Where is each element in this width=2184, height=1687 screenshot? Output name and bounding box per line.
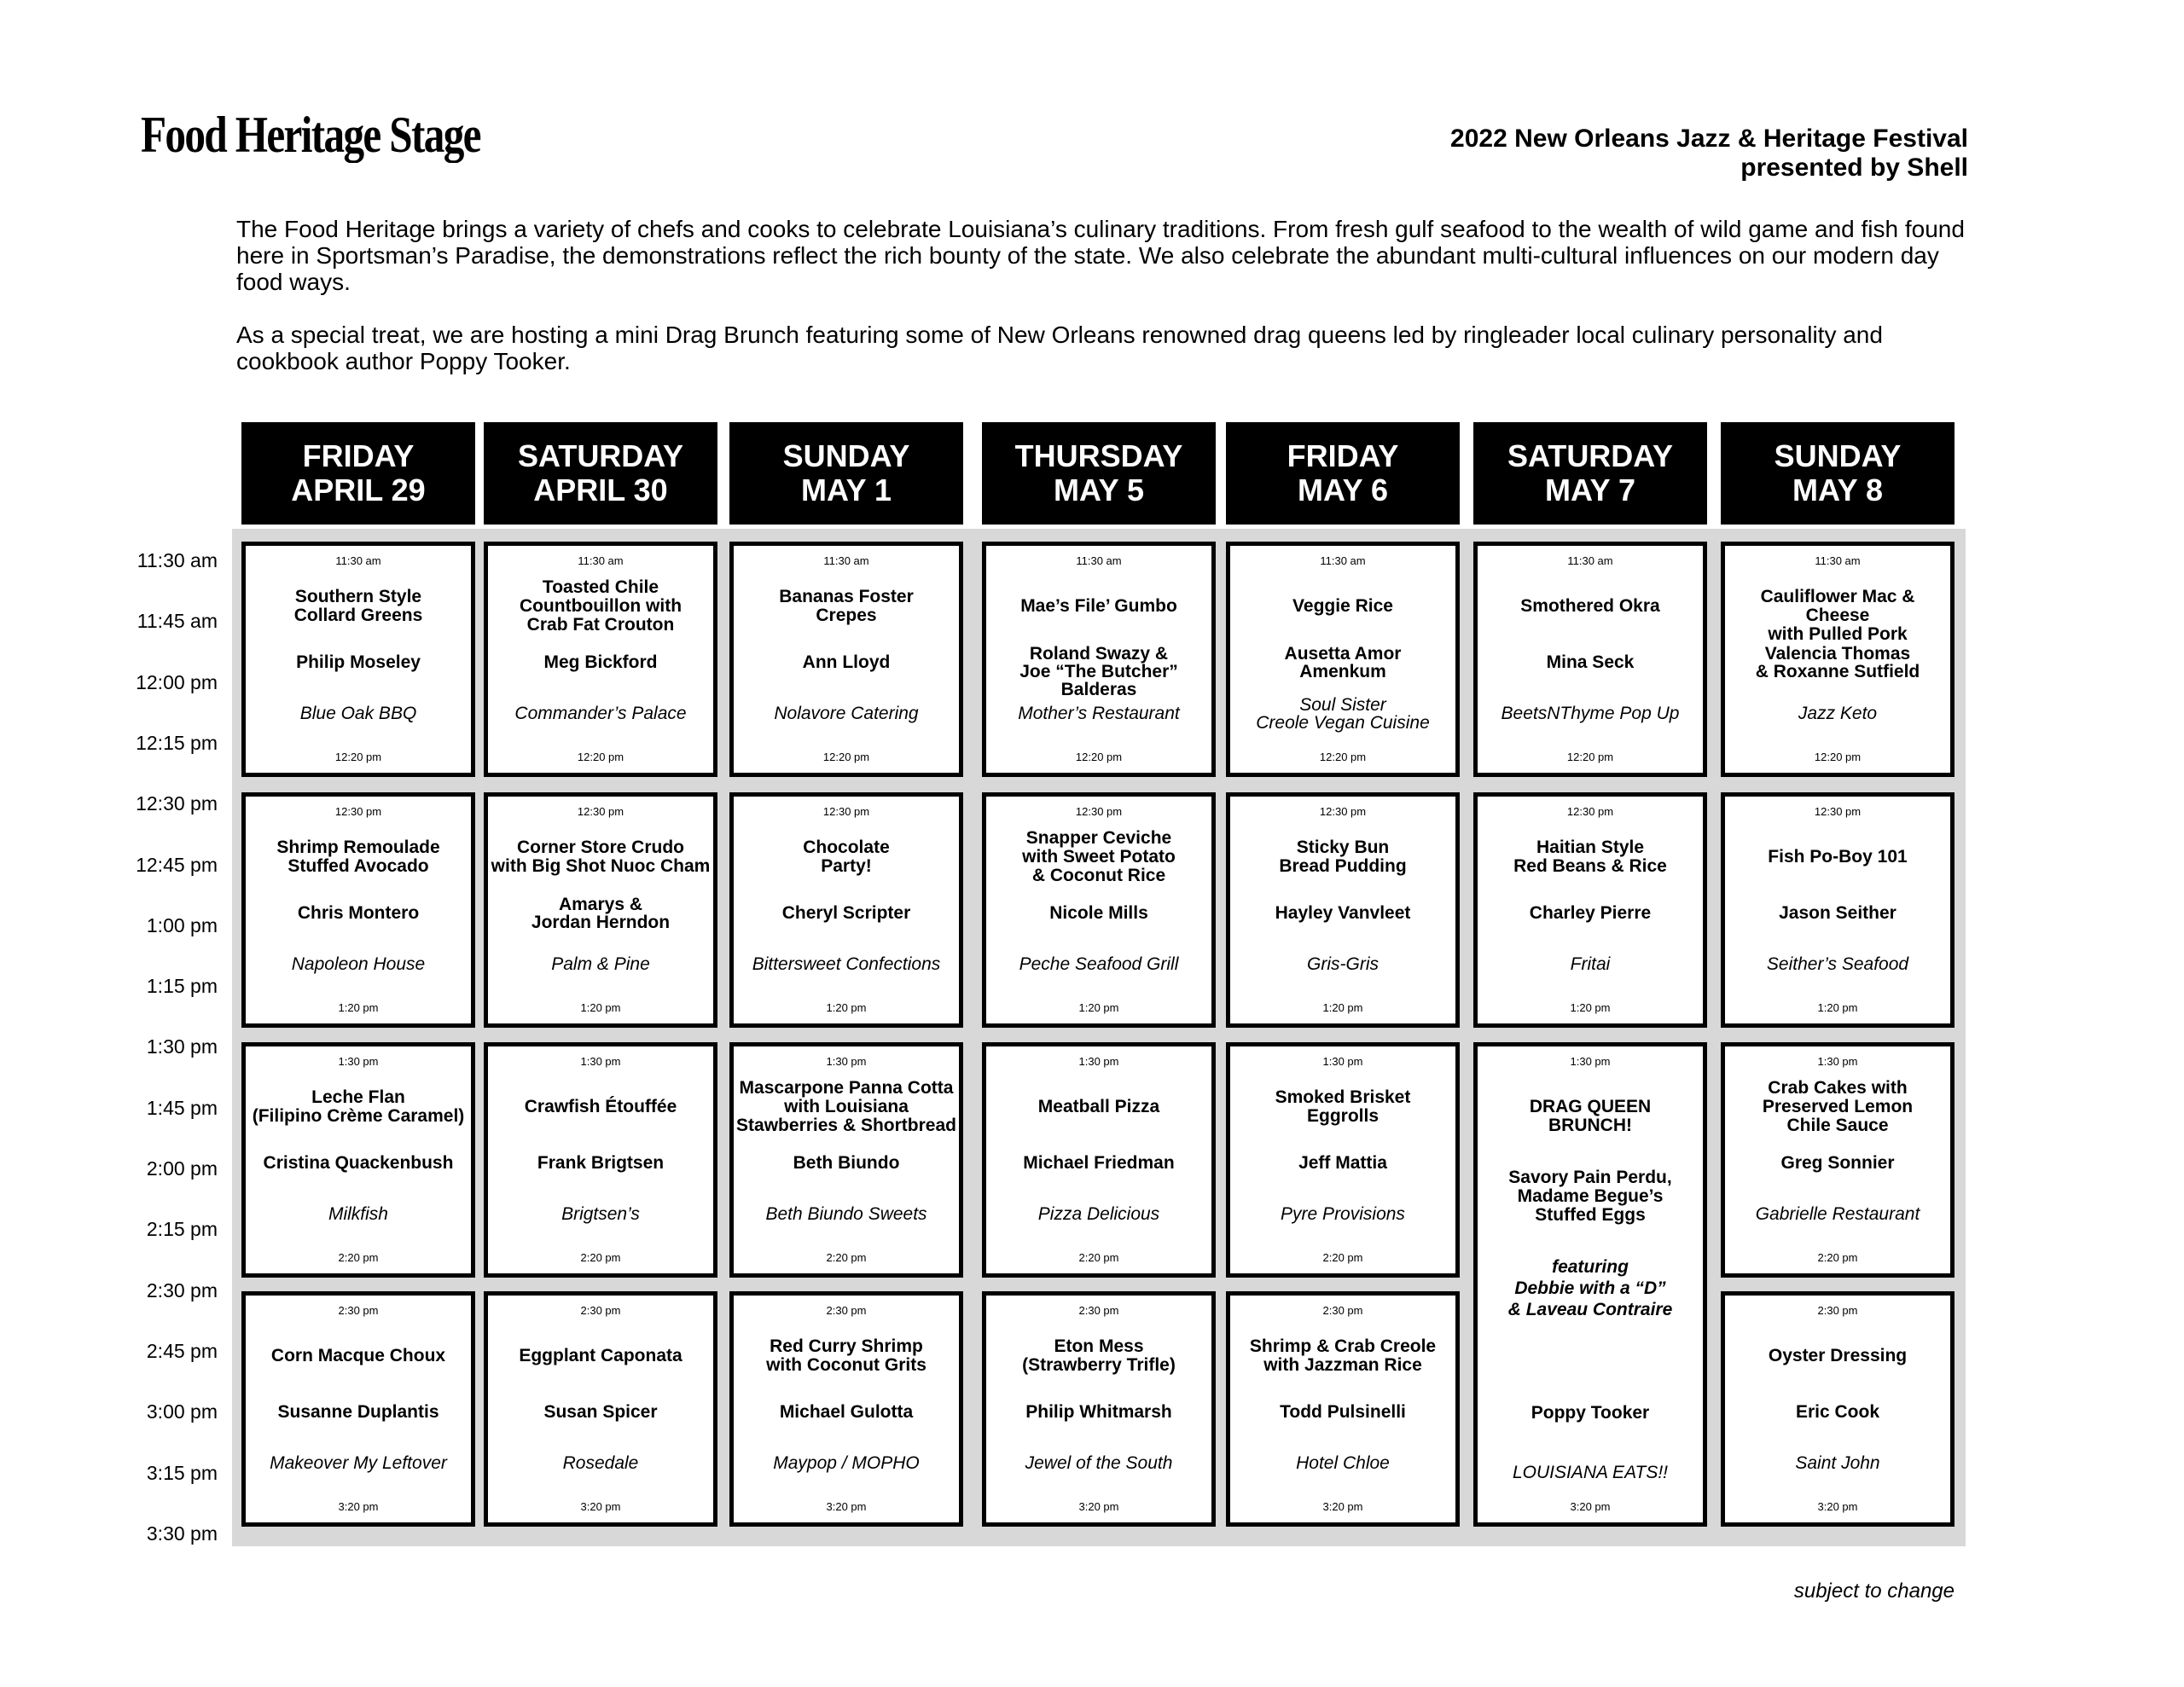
chef-name: Frank Brigtsen xyxy=(537,1153,665,1173)
chef-name: Amarys & Jordan Herndon xyxy=(531,895,671,932)
dish-name: Bananas Foster Crepes xyxy=(779,587,914,625)
day-header xyxy=(729,422,963,525)
day-name: SATURDAY xyxy=(517,438,684,473)
session-start-time: 11:30 am xyxy=(1815,554,1861,567)
restaurant-name: Brigtsen’s xyxy=(561,1204,640,1224)
chef-name: Greg Sonnier xyxy=(1780,1153,1895,1173)
restaurant-name: Bittersweet Confections xyxy=(752,954,941,974)
day-name: SATURDAY xyxy=(1507,438,1674,473)
dish-name: DRAG QUEEN BRUNCH! xyxy=(1529,1097,1652,1135)
session-end-time: 3:20 pm xyxy=(1817,1500,1858,1513)
dish-name: Smothered Okra xyxy=(1520,596,1660,616)
session-end-time: 2:20 pm xyxy=(1322,1251,1363,1264)
time-label: 2:30 pm xyxy=(146,1278,218,1301)
time-label: 1:00 pm xyxy=(146,913,218,936)
restaurant-name: Fritai xyxy=(1570,954,1611,974)
session-end-time: 1:20 pm xyxy=(1817,1001,1858,1014)
session-start-time: 12:30 pm xyxy=(1075,805,1123,818)
restaurant-name: Pizza Delicious xyxy=(1037,1204,1160,1224)
session-end-time: 3:20 pm xyxy=(1322,1500,1363,1513)
restaurant-name: Saint John xyxy=(1795,1453,1880,1473)
day-date: APRIL 29 xyxy=(291,472,426,507)
day-date: MAY 1 xyxy=(800,472,892,507)
session-end-time: 1:20 pm xyxy=(580,1001,621,1014)
session-block xyxy=(1473,542,1707,777)
restaurant-name: Maypop / MOPHO xyxy=(773,1453,920,1473)
day-header xyxy=(241,422,475,525)
restaurant-name: Soul Sister Creole Vegan Cuisine xyxy=(1256,695,1430,733)
time-label: 11:30 am xyxy=(136,549,218,571)
dish-name: Smoked Brisket Eggrolls xyxy=(1275,1087,1411,1126)
restaurant-name: Commander’s Palace xyxy=(514,704,687,723)
restaurant-name: BeetsNThyme Pop Up xyxy=(1501,704,1680,723)
session-start-time: 1:30 pm xyxy=(338,1055,379,1068)
restaurant-name: Seither’s Seafood xyxy=(1766,954,1909,974)
restaurant-name: Beth Biundo Sweets xyxy=(765,1204,927,1224)
chef-name: Poppy Tooker xyxy=(1531,1403,1650,1423)
session-block xyxy=(241,792,475,1028)
day-name: SUNDAY xyxy=(1774,438,1902,473)
day-date: MAY 8 xyxy=(1792,472,1884,507)
chef-name: Chris Montero xyxy=(297,903,420,923)
time-label: 12:15 pm xyxy=(136,731,218,754)
dish-name: Meatball Pizza xyxy=(1037,1097,1160,1116)
session-block xyxy=(1226,542,1460,777)
session-start-time: 2:30 pm xyxy=(338,1304,379,1317)
session-end-time: 3:20 pm xyxy=(580,1500,621,1513)
dish-name: Mae’s File’ Gumbo xyxy=(1020,596,1177,616)
session-start-time: 11:30 am xyxy=(1076,554,1122,567)
session-block xyxy=(1473,792,1707,1028)
session-block xyxy=(982,542,1216,777)
festival-sponsor: presented by Shell xyxy=(1740,153,1968,182)
restaurant-name: Palm & Pine xyxy=(551,954,650,974)
restaurant-name: Gabrielle Restaurant xyxy=(1755,1204,1920,1224)
chef-name: Michael Gulotta xyxy=(779,1402,914,1422)
session-end-time: 1:20 pm xyxy=(826,1001,867,1014)
day-header xyxy=(1226,422,1460,525)
session-block xyxy=(982,1042,1216,1278)
session-start-time: 2:30 pm xyxy=(1817,1304,1858,1317)
session-block xyxy=(729,792,963,1028)
chef-name: Roland Swazy & Joe “The Butcher” Balderas xyxy=(1019,644,1178,699)
session-block xyxy=(729,1042,963,1278)
restaurant-name: Rosedale xyxy=(562,1453,639,1473)
session-block xyxy=(241,542,475,777)
intro-paragraph: The Food Heritage brings a variety of chefs and cooks to celebrate Louisiana’s culinary traditions. From fresh gulf seafood to the wealth of wild game and fish found here in Sportsman’s Paradise, the demonstrations reflect the rich bounty of the state. We also celebrate the abundant multi-cultural influences on our modern day food ways. xyxy=(236,216,1965,295)
time-label: 12:30 pm xyxy=(136,792,218,815)
session-block xyxy=(1721,792,1955,1028)
session-end-time: 2:20 pm xyxy=(1817,1251,1858,1264)
session-block xyxy=(1226,792,1460,1028)
session-end-time: 12:20 pm xyxy=(822,751,870,763)
intro-paragraph: As a special treat, we are hosting a mini Drag Brunch featuring some of New Orleans renowned drag queens led by ringleader local culinary personality and cookbook author Poppy Tooker. xyxy=(236,322,1883,374)
chef-name: Cristina Quackenbush xyxy=(263,1153,454,1173)
session-start-time: 1:30 pm xyxy=(1322,1055,1363,1068)
featuring-text: featuring Debbie with a “D” & Laveau Contraire xyxy=(1507,1257,1673,1319)
session-block xyxy=(1226,1042,1460,1278)
session-start-time: 12:30 pm xyxy=(1814,805,1862,818)
chef-name: Jason Seither xyxy=(1779,903,1896,923)
session-block xyxy=(1721,1042,1955,1278)
dish-name: Crab Cakes with Preserved Lemon Chile Sauce xyxy=(1762,1078,1914,1135)
chef-name: Philip Whitmarsh xyxy=(1025,1402,1172,1422)
session-start-time: 1:30 pm xyxy=(1078,1055,1119,1068)
chef-name: Charley Pierre xyxy=(1529,903,1652,923)
session-block xyxy=(982,792,1216,1028)
dish-name: Haitian Style Red Beans & Rice xyxy=(1513,838,1667,876)
restaurant-name: Hotel Chloe xyxy=(1296,1453,1390,1473)
session-start-time: 12:30 pm xyxy=(1319,805,1367,818)
session-start-time: 12:30 pm xyxy=(1566,805,1614,818)
time-label: 11:45 am xyxy=(136,610,218,633)
session-block xyxy=(484,1042,717,1278)
session-block xyxy=(484,542,717,777)
session-start-time: 2:30 pm xyxy=(580,1304,621,1317)
restaurant-name: Peche Seafood Grill xyxy=(1019,954,1179,974)
session-block xyxy=(982,1291,1216,1527)
restaurant-name: Milkfish xyxy=(328,1204,388,1224)
restaurant-name: Nolavore Catering xyxy=(774,704,919,723)
session-start-time: 12:30 pm xyxy=(822,805,870,818)
session-start-time: 11:30 am xyxy=(578,554,624,567)
session-end-time: 1:20 pm xyxy=(338,1001,379,1014)
session-start-time: 2:30 pm xyxy=(1322,1304,1363,1317)
session-end-time: 2:20 pm xyxy=(580,1251,621,1264)
day-date: MAY 5 xyxy=(1053,472,1145,507)
session-block xyxy=(241,1042,475,1278)
restaurant-name: Makeover My Leftover xyxy=(270,1453,447,1473)
time-label: 2:00 pm xyxy=(146,1157,218,1180)
session-block xyxy=(1721,542,1955,777)
day-header xyxy=(484,422,717,525)
session-end-time: 2:20 pm xyxy=(826,1251,867,1264)
session-block xyxy=(484,1291,717,1527)
dish-name: Sticky Bun Bread Pudding xyxy=(1279,838,1407,876)
dish-name: Fish Po-Boy 101 xyxy=(1768,847,1908,867)
session-start-time: 2:30 pm xyxy=(1078,1304,1119,1317)
chef-name: Todd Pulsinelli xyxy=(1280,1402,1406,1422)
dish-name: Chocolate Party! xyxy=(803,838,890,876)
festival-heading xyxy=(1450,125,1968,182)
session-end-time: 12:20 pm xyxy=(1814,751,1862,763)
session-start-time: 11:30 am xyxy=(1320,554,1366,567)
chef-name: Beth Biundo xyxy=(793,1153,900,1173)
chef-name: Ann Lloyd xyxy=(802,652,891,672)
dish-name: Crawfish Étouffée xyxy=(524,1097,677,1116)
restaurant-name: Jewel of the South xyxy=(1025,1453,1173,1473)
restaurant-name: Mother’s Restaurant xyxy=(1018,704,1180,723)
session-start-time: 2:30 pm xyxy=(826,1304,867,1317)
dish-name: Mascarpone Panna Cotta with Louisiana Stawberries & Shortbread xyxy=(736,1078,956,1135)
dish-name: Toasted Chile Countbouillon with Crab Fat Crouton xyxy=(519,577,682,635)
dish-description: Savory Pain Perdu, Madame Begue’s Stuffed Eggs xyxy=(1508,1168,1672,1225)
day-name: THURSDAY xyxy=(1014,438,1183,473)
session-end-time: 12:20 pm xyxy=(577,751,624,763)
dish-name: Red Curry Shrimp with Coconut Grits xyxy=(766,1336,926,1375)
time-label: 1:45 pm xyxy=(146,1096,218,1119)
day-header xyxy=(1721,422,1955,525)
dish-name: Southern Style Collard Greens xyxy=(293,587,423,625)
session-block xyxy=(1721,1291,1955,1527)
session-start-time: 11:30 am xyxy=(1567,554,1613,567)
session-start-time: 1:30 pm xyxy=(826,1055,867,1068)
chef-name: Cheryl Scripter xyxy=(781,903,911,923)
time-label: 12:45 pm xyxy=(136,853,218,876)
time-label: 3:00 pm xyxy=(146,1400,218,1423)
chef-name: Valencia Thomas & Roxanne Sutfield xyxy=(1755,644,1920,681)
dish-name: Eggplant Caponata xyxy=(519,1346,682,1365)
session-end-time: 1:20 pm xyxy=(1322,1001,1363,1014)
footer-note: subject to change xyxy=(1793,1580,1955,1603)
day-name: FRIDAY xyxy=(302,438,415,473)
session-end-time: 12:20 pm xyxy=(1566,751,1614,763)
chef-name: Susanne Duplantis xyxy=(277,1402,439,1422)
restaurant-name: Blue Oak BBQ xyxy=(299,704,417,723)
intro-text xyxy=(236,216,1968,401)
session-block xyxy=(241,1291,475,1527)
chef-name: Philip Moseley xyxy=(296,652,421,672)
session-block xyxy=(729,542,963,777)
restaurant-name: LOUISIANA EATS!! xyxy=(1512,1463,1669,1482)
session-block xyxy=(484,792,717,1028)
chef-name: Meg Bickford xyxy=(543,652,658,672)
session-end-time: 2:20 pm xyxy=(338,1251,379,1264)
dish-name: Snapper Ceviche with Sweet Potato & Coconut Rice xyxy=(1022,828,1176,885)
session-start-time: 11:30 am xyxy=(823,554,869,567)
chef-name: Eric Cook xyxy=(1795,1402,1880,1422)
chef-name: Susan Spicer xyxy=(543,1402,658,1422)
chef-name: Michael Friedman xyxy=(1023,1153,1175,1173)
restaurant-name: Pyre Provisions xyxy=(1281,1204,1405,1224)
session-block xyxy=(729,1291,963,1527)
session-start-time: 1:30 pm xyxy=(580,1055,621,1068)
time-label: 12:00 pm xyxy=(136,670,218,693)
chef-name: Hayley Vanvleet xyxy=(1275,903,1411,923)
dish-name: Shrimp Remoulade Stuffed Avocado xyxy=(276,838,440,876)
dish-name: Oyster Dressing xyxy=(1768,1346,1908,1365)
day-date: MAY 7 xyxy=(1544,472,1636,507)
dish-name: Cauliflower Mac & Cheese with Pulled Pork xyxy=(1760,587,1915,644)
session-block-drag-brunch xyxy=(1473,1042,1707,1527)
chef-name: Mina Seck xyxy=(1546,652,1635,672)
session-end-time: 12:20 pm xyxy=(1319,751,1367,763)
dish-name: Shrimp & Crab Creole with Jazzman Rice xyxy=(1249,1336,1437,1375)
restaurant-name: Napoleon House xyxy=(291,954,426,974)
session-end-time: 3:20 pm xyxy=(1078,1500,1119,1513)
chef-name: Ausetta Amor Amenkum xyxy=(1284,644,1402,681)
chef-name: Nicole Mills xyxy=(1049,903,1148,923)
session-end-time: 12:20 pm xyxy=(334,751,382,763)
day-name: SUNDAY xyxy=(782,438,910,473)
dish-name: Eton Mess (Strawberry Trifle) xyxy=(1022,1336,1176,1375)
time-label: 3:15 pm xyxy=(146,1461,218,1484)
session-end-time: 1:20 pm xyxy=(1078,1001,1119,1014)
time-label: 3:30 pm xyxy=(146,1522,218,1545)
day-header xyxy=(982,422,1216,525)
session-end-time: 2:20 pm xyxy=(1078,1251,1119,1264)
restaurant-name: Jazz Keto xyxy=(1798,704,1878,723)
session-start-time: 1:30 pm xyxy=(1570,1055,1611,1068)
session-end-time: 1:20 pm xyxy=(1570,1001,1611,1014)
festival-name: 2022 New Orleans Jazz & Heritage Festival xyxy=(1450,125,1968,153)
day-header xyxy=(1473,422,1707,525)
session-start-time: 12:30 pm xyxy=(334,805,382,818)
time-label: 2:45 pm xyxy=(146,1339,218,1362)
session-end-time: 3:20 pm xyxy=(1570,1500,1611,1513)
page-title: Food Heritage Stage xyxy=(141,107,480,163)
day-name: FRIDAY xyxy=(1287,438,1399,473)
dish-name: Veggie Rice xyxy=(1292,596,1393,616)
dish-name: Corn Macque Choux xyxy=(270,1346,446,1365)
session-end-time: 3:20 pm xyxy=(338,1500,379,1513)
chef-name: Jeff Mattia xyxy=(1298,1153,1387,1173)
restaurant-name: Gris-Gris xyxy=(1307,954,1379,974)
day-date: MAY 6 xyxy=(1297,472,1389,507)
time-label: 1:30 pm xyxy=(146,1035,218,1058)
session-end-time: 12:20 pm xyxy=(1075,751,1123,763)
session-end-time: 3:20 pm xyxy=(826,1500,867,1513)
session-start-time: 12:30 pm xyxy=(577,805,624,818)
session-start-time: 11:30 am xyxy=(335,554,381,567)
day-date: APRIL 30 xyxy=(533,472,668,507)
dish-name: Corner Store Crudo with Big Shot Nuoc Cham xyxy=(491,838,711,876)
dish-name: Leche Flan (Filipino Crème Caramel) xyxy=(252,1087,465,1126)
session-block xyxy=(1226,1291,1460,1527)
session-start-time: 1:30 pm xyxy=(1817,1055,1858,1068)
time-label: 2:15 pm xyxy=(146,1218,218,1241)
time-label: 1:15 pm xyxy=(146,975,218,998)
